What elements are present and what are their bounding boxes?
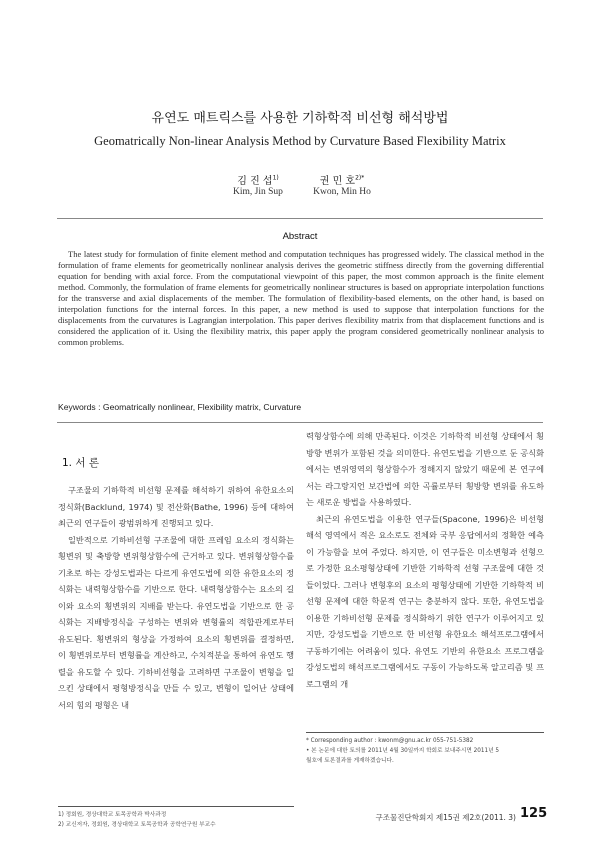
footnote-rule-right <box>306 732 544 733</box>
body-paragraph: 력형상함수에 의해 만족된다. 이것은 기하학적 비선형 상태에서 횡방향 변위가 포함된 것을 의미한다. 유연도법을 기반으로 둔 공식화에서는 변위영역의 형상함수가 정해지지 않았기 때문에 본 연구에서는 라그랑지언 보간법에 의한 곡률로부터 횡방향 변위를 유도하는 새로운 방법을 사용하였다. <box>306 431 544 507</box>
author-2-name: 권 민 호 <box>319 176 356 187</box>
body-paragraph: 최근의 유연도법을 이용한 연구들(Spacone, 1996)은 비선형 해석 영역에서 적은 요소로도 전체와 국부 응답에서의 정확한 예측이 가능함을 보여 주었다. 하지만, 이 연구들은 미소변형과 선형으로 가정한 요소평형상태에 기반한 기하학적 선형 구조물에 대한 것들이었다. 그러나 변형후의 요소의 평형상태에 기반한 기하학적 비선형 문제에 대한 학문적 연구는 충분하지 않다. 또한, 유연도법을 이용한 기하비선형 문제를 정식화하기 위한 연구가 이루어지고 있지만, 강성도법을 기반으로 한 비선형 유한요소 해석프로그램에서 구동하기에는 어려움이 있다. 유연도 기반의 유한요소 프로그램을 강성도법의 해석프로그램에서도 구동이 가능하도록 알고리즘 및 프로그램의 개 <box>306 513 544 689</box>
footnote: 1) 정회원, 경상대학교 토목공학과 박사과정 <box>58 812 167 818</box>
author-2-english: Kwon, Min Ho <box>313 187 371 197</box>
author-1-name: 김 진 섭 <box>237 176 273 187</box>
page-number: 125 <box>520 806 548 821</box>
footnotes-right <box>306 736 544 766</box>
author-1 <box>213 172 303 187</box>
author-2 <box>297 172 387 187</box>
title-english: Geomatrically Non-linear Analysis Method by Curvature Based Flexibility Matrix <box>94 134 506 148</box>
footnote: 2) 교신저자, 정회원, 경상대학교 토목공학과 공학연구원 부교수 <box>58 822 216 828</box>
section-heading: 1. 서 론 <box>62 457 99 469</box>
keywords-line: Keywords : Geomatrically nonlinear, Flexibility matrix, Curvature <box>58 402 302 412</box>
author-1-mark: 1) <box>272 174 279 182</box>
title-korean: 유연도 매트릭스를 사용한 기하학적 비선형 해석방법 <box>151 111 449 126</box>
abstract-bottom-rule <box>57 422 543 423</box>
body-paragraph: 구조물의 기하학적 비선형 문제를 해석하기 위하여 유한요소의 정식화(Backlund, 1974) 및 전산화(Bathe, 1996) 등에 대하여 최근의 연구들이 광범위하게 진행되고 있다. <box>58 485 294 528</box>
abstract-body: The latest study for formulation of finite element method and computation techniques has progressed widely. The classical method in the formulation of frame elements for geometrically nonlinear analysis derives the geometric stiffness directly from the governing differential equation for bending with axial force. From the computational viewpoint of this paper, the most common approach is the finite element method. Commonly, the formulation of frame elements for geometrically nonlinear structures is based on appropriate interpolation functions for the transverse and axial displacements of the member. The formulation of flexibility-based elements, on the other hand, is based on interpolation functions for the internal forces. In this paper, a new method is used to suppose that interpolation functions for the displacements from the curvatures is Lagrangian interpolation. This paper derives flexibility matrix from that displacement functions and is considered the application of it. Using the flexibility matrix, this paper apply the program considered geometrically nonlinear analysis to common problems. <box>58 249 544 347</box>
abstract-heading: Abstract <box>282 231 318 242</box>
footnote: * Corresponding author : kwonm@gnu.ac.kr 055-751-5382 <box>306 738 474 744</box>
footnote-rule-left <box>58 806 294 807</box>
footnote: • 본 논문에 대한 토의를 2011년 4월 30일까지 학회로 보내주시면 2011년 5 <box>306 748 500 754</box>
author-2-mark: 2)* <box>355 174 365 182</box>
keywords-values: Geomatrically nonlinear, Flexibility matrix, Curvature <box>102 402 302 412</box>
keywords-label: Keywords <box>58 402 96 412</box>
body-column-right <box>306 428 544 692</box>
body-column-left <box>58 482 294 713</box>
author-1-english: Kim, Jin Sup <box>233 187 283 197</box>
footnotes-left <box>58 810 294 830</box>
body-paragraph: 일반적으로 기하비선형 구조물에 대한 프레임 요소의 정식화는 횡변위 및 축방향 변위형상함수에 근거하고 있다. 변위형상함수를 기초로 하는 강성도법과는 다르게 유연도법에 의한 유한요소의 정식화는 내력형상함수를 기반으로 한다. 내력형상함수는 요소의 길이와 요소의 횡변위의 지배를 받는다. 유연도법을 기반으로 한 공식화는 지배방정식을 구성하는 변위와 변형률의 적합관계로부터 유도된다. 횡변위의 형상을 가정하여 요소의 횡변위를 결정하면, 이 횡변위로부터 변형률을 계산하고, 수치적분을 통하여 유연도 행렬을 유도할 수 있다. 기하비선형을 고려하면 구조물이 변형을 일으킨 상태에서 평형방정식을 만들 수 있고, 변형이 일어난 상태에서의 힘의 평형은 내 <box>58 534 294 710</box>
footnote: 월호에 토론결과를 게재하겠습니다. <box>306 758 394 764</box>
abstract-top-rule <box>57 218 543 219</box>
journal-footer: 구조물진단학회지 제15권 제2호(2011. 3) <box>375 813 516 822</box>
